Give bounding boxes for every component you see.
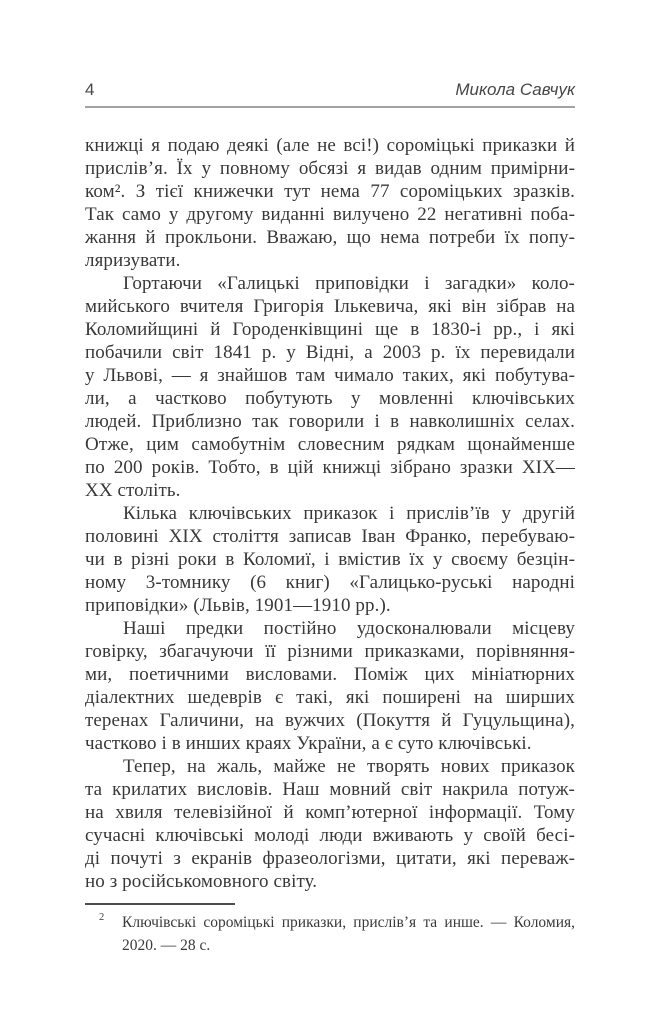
text-line: ляризувати. bbox=[85, 250, 181, 271]
text-line: XX століть. bbox=[85, 480, 181, 501]
footnote-marker: 2 bbox=[99, 912, 105, 923]
text-line: ком². З тієї книжечки тут нема 77 сороміцьких зразків. bbox=[85, 181, 575, 202]
text-line: мийського вчителя Григорія Ількевича, які він зібрав на bbox=[85, 296, 575, 317]
text-line: по 200 років. Тобто, в цій книжці зібрано зразки XIX— bbox=[85, 457, 575, 478]
footnote-line: Ключівські сороміцькі приказки, прислів’я та инше. — Коломия, bbox=[122, 914, 575, 931]
text-line: у Львові, — я знайшов там чимало таких, які побутува- bbox=[85, 365, 575, 386]
footnote-rule bbox=[85, 903, 235, 905]
text-line: книжці я подаю деякі (але не всі!) сороміцькі приказки й bbox=[85, 135, 575, 156]
text-line: побачили світ 1841 р. у Відні, а 2003 р. їх перевидали bbox=[85, 342, 575, 363]
text-line: та крилатих висловів. Наш мовний світ накрила потуж- bbox=[85, 779, 575, 800]
text-line: приповідки» (Львів, 1901—1910 рр.). bbox=[85, 595, 391, 616]
text-line: Гортаючи «Галицькі приповідки і загадки» коло- bbox=[123, 273, 575, 294]
text-line: но з російськомовного світу. bbox=[85, 871, 318, 892]
text-line: ли, а частково побутують у мовленні ключівських bbox=[85, 388, 575, 409]
text-line: половині XIX століття записав Іван Франко, перебуваю- bbox=[85, 526, 575, 547]
footnote-text bbox=[122, 912, 575, 957]
text-line: ному 3-томнику (6 книг) «Галицько-руські народні bbox=[85, 572, 575, 593]
text-line: Так само у другому виданні вилучено 22 негативні поба- bbox=[85, 204, 575, 225]
text-line: теренах Галичини, на вужчих (Покуття й Гуцульщина), bbox=[85, 710, 575, 731]
page-number: 4 bbox=[85, 80, 95, 99]
text-line: Наші предки постійно удосконалювали місцеву bbox=[123, 618, 575, 639]
text-line: Отже, цим самобутнім словесним рядкам щонайменше bbox=[85, 434, 575, 455]
text-line: частково і в инших краях України, а є суто ключівські. bbox=[85, 733, 532, 754]
text-line: сучасні ключівські молоді люди вживають у своїй бесі- bbox=[85, 825, 575, 846]
footnote bbox=[85, 912, 575, 957]
text-line: говірку, збагачуючи її різними приказками, порівняння- bbox=[85, 641, 575, 662]
text-line: Коломийщині й Городенківщині ще в 1830-і рр., і які bbox=[85, 319, 575, 340]
running-header bbox=[85, 80, 575, 108]
footnote-line: 2020. — 28 с. bbox=[122, 936, 211, 954]
text-line: жання й прокльони. Вважаю, що нема потреби їх попу- bbox=[85, 227, 575, 248]
body-text bbox=[85, 134, 575, 893]
text-line: діалектних шедеврів є такі, які поширені на ширших bbox=[85, 687, 575, 708]
text-line: на хвиля телевізійної й комп’ютерної інформації. Тому bbox=[85, 802, 575, 823]
text-line: ді почуті з екранів фразеологізми, цитати, які переваж- bbox=[85, 848, 575, 869]
footnote-area bbox=[85, 903, 575, 957]
text-line: людей. Приблизно так говорили і в навколишніх селах. bbox=[85, 411, 575, 432]
text-line: прислів’я. Їх у повному обсязі я видав одним примірни- bbox=[85, 158, 575, 179]
text-line: Кілька ключівських приказок і прислів’їв у другій bbox=[123, 503, 575, 524]
text-line: чи в різні роки в Коломиї, і вмістив їх у своєму безцін- bbox=[85, 549, 575, 570]
text-line: Тепер, на жаль, майже не творять нових приказок bbox=[123, 756, 575, 777]
text-line: ми, поетичними висловами. Поміж цих мініатюрних bbox=[85, 664, 575, 685]
running-head-author: Микола Савчук bbox=[455, 80, 575, 99]
